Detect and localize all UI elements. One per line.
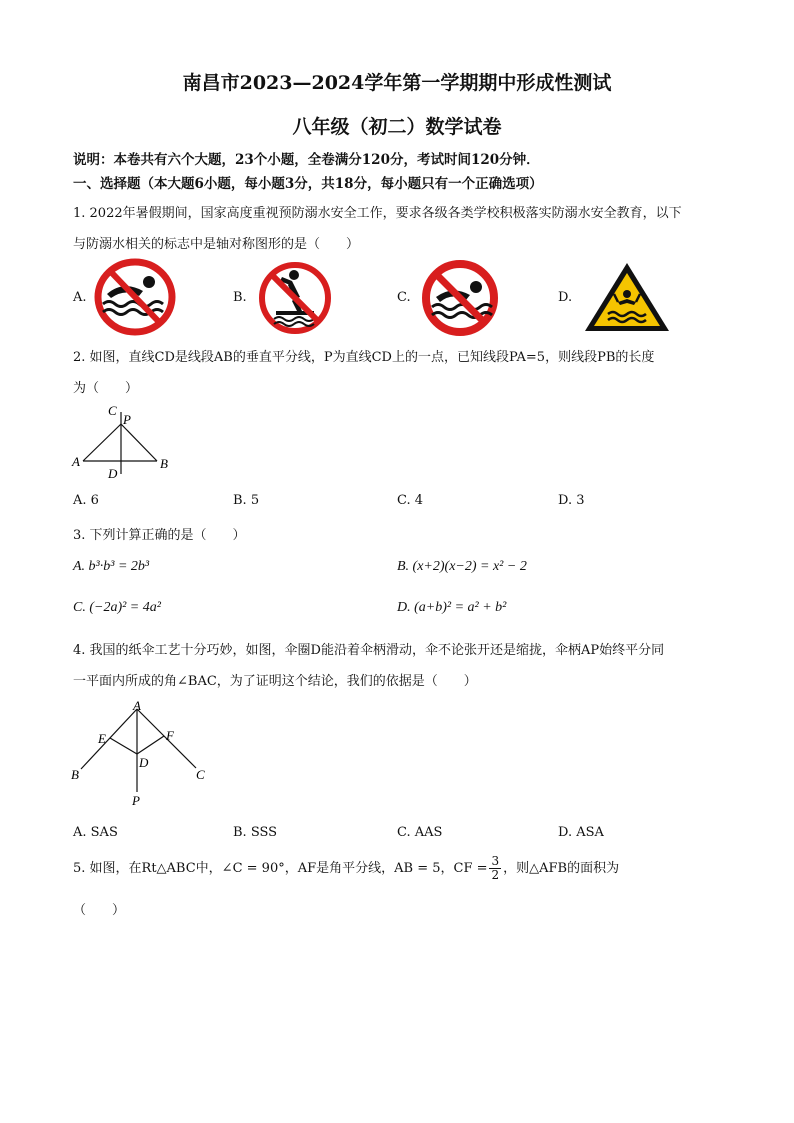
q2-line1: 2. 如图，直线CD是线段AB的垂直平分线，P为直线CD上的一点，已知线段PA=5，则线段PB的长度 xyxy=(73,350,655,365)
q2-option-a: A. 6 xyxy=(73,493,99,508)
q3-option-d: D. (a+b)² = a² + b² xyxy=(397,600,507,615)
q4-line1: 4. 我国的纸伞工艺十分巧妙，如图，伞圈D能沿着伞柄滑动，伞不论张开还是缩拢，伞柄AP始终平分同 xyxy=(73,643,665,658)
label-e: E xyxy=(98,731,106,746)
label-d: D xyxy=(139,755,149,770)
q1-line1: 1. 2022年暑假期间，国家高度重视预防溺水安全工作，要求各级各类学校积极落实防溺水安全教育，以下 xyxy=(73,206,682,221)
label-c: C xyxy=(196,767,205,782)
strut-ed xyxy=(110,738,137,754)
no-swimming-sign-c-icon xyxy=(418,259,502,337)
drowning-warning-sign-icon xyxy=(582,260,672,334)
q4-option-b: B. SSS xyxy=(233,825,278,840)
label-b: B xyxy=(160,456,168,471)
q1-option-a: A. xyxy=(73,290,87,305)
q3-option-b: B. (x+2)(x−2) = x² − 2 xyxy=(397,559,527,574)
rib-ab xyxy=(81,709,137,769)
label-p: P xyxy=(132,793,140,808)
q1-option-d: D. xyxy=(558,290,573,305)
segment-pb xyxy=(121,424,157,461)
q1-line2: 与防溺水相关的标志中是轴对称图形的是（ ） xyxy=(73,237,360,252)
instructions: 说明：本卷共有六个大题，23个小题，全卷满分120分，考试时间120分钟． xyxy=(73,152,540,168)
exam-subtitle: 八年级（初二）数学试卷 xyxy=(292,116,502,138)
no-swimming-sign-icon xyxy=(93,258,177,336)
label-d: D xyxy=(108,466,118,481)
exam-title: 南昌市2023—2024学年第一学期期中形成性测试 xyxy=(182,72,612,94)
q4-option-c: C. AAS xyxy=(397,825,443,840)
q4-option-a: A. SAS xyxy=(73,825,118,840)
q2-option-d: D. 3 xyxy=(558,493,585,508)
section-heading: 一、选择题（本大题6小题，每小题3分，共18分，每小题只有一个正确选项） xyxy=(73,176,543,192)
q3-option-c: C. (−2a)² = 4a² xyxy=(73,600,161,615)
segment-pa xyxy=(83,424,121,461)
q4-option-d: D. ASA xyxy=(558,825,604,840)
q2-figure xyxy=(70,402,180,482)
label-a: A xyxy=(133,698,141,713)
q4-line2: 一平面内所成的角∠BAC，为了证明这个结论，我们的依据是（ ） xyxy=(73,674,477,689)
no-diving-sign-icon xyxy=(256,261,334,335)
label-c: C xyxy=(108,403,117,418)
q3-option-a: A. b³·b³ = 2b³ xyxy=(73,559,150,574)
q4-umbrella-figure xyxy=(68,696,218,808)
q3-line1: 3. 下列计算正确的是（ ） xyxy=(73,528,246,543)
label-b: B xyxy=(71,767,79,782)
q1-option-b: B. xyxy=(233,290,247,305)
q2-line2: 为（ ） xyxy=(73,381,139,396)
q1-option-c: C. xyxy=(397,290,411,305)
q5-text-a: 5. 如图，在Rt△ABC中，∠C = 90°，AF是角平分线，AB = 5，CF = xyxy=(73,861,488,876)
q5-line1 xyxy=(73,851,619,887)
q2-option-b: B. 5 xyxy=(233,493,260,508)
q5-frac-num: 3 xyxy=(491,854,500,868)
q5-text-b: ，则△AFB的面积为 xyxy=(503,861,620,876)
q5-line2: （ ） xyxy=(73,903,126,918)
label-p: P xyxy=(123,412,131,427)
q5-fraction xyxy=(489,855,501,882)
q5-frac-den: 2 xyxy=(491,868,500,882)
label-a: A xyxy=(72,454,80,469)
label-f: F xyxy=(166,728,174,743)
strut-fd xyxy=(137,736,164,754)
q2-option-c: C. 4 xyxy=(397,493,424,508)
